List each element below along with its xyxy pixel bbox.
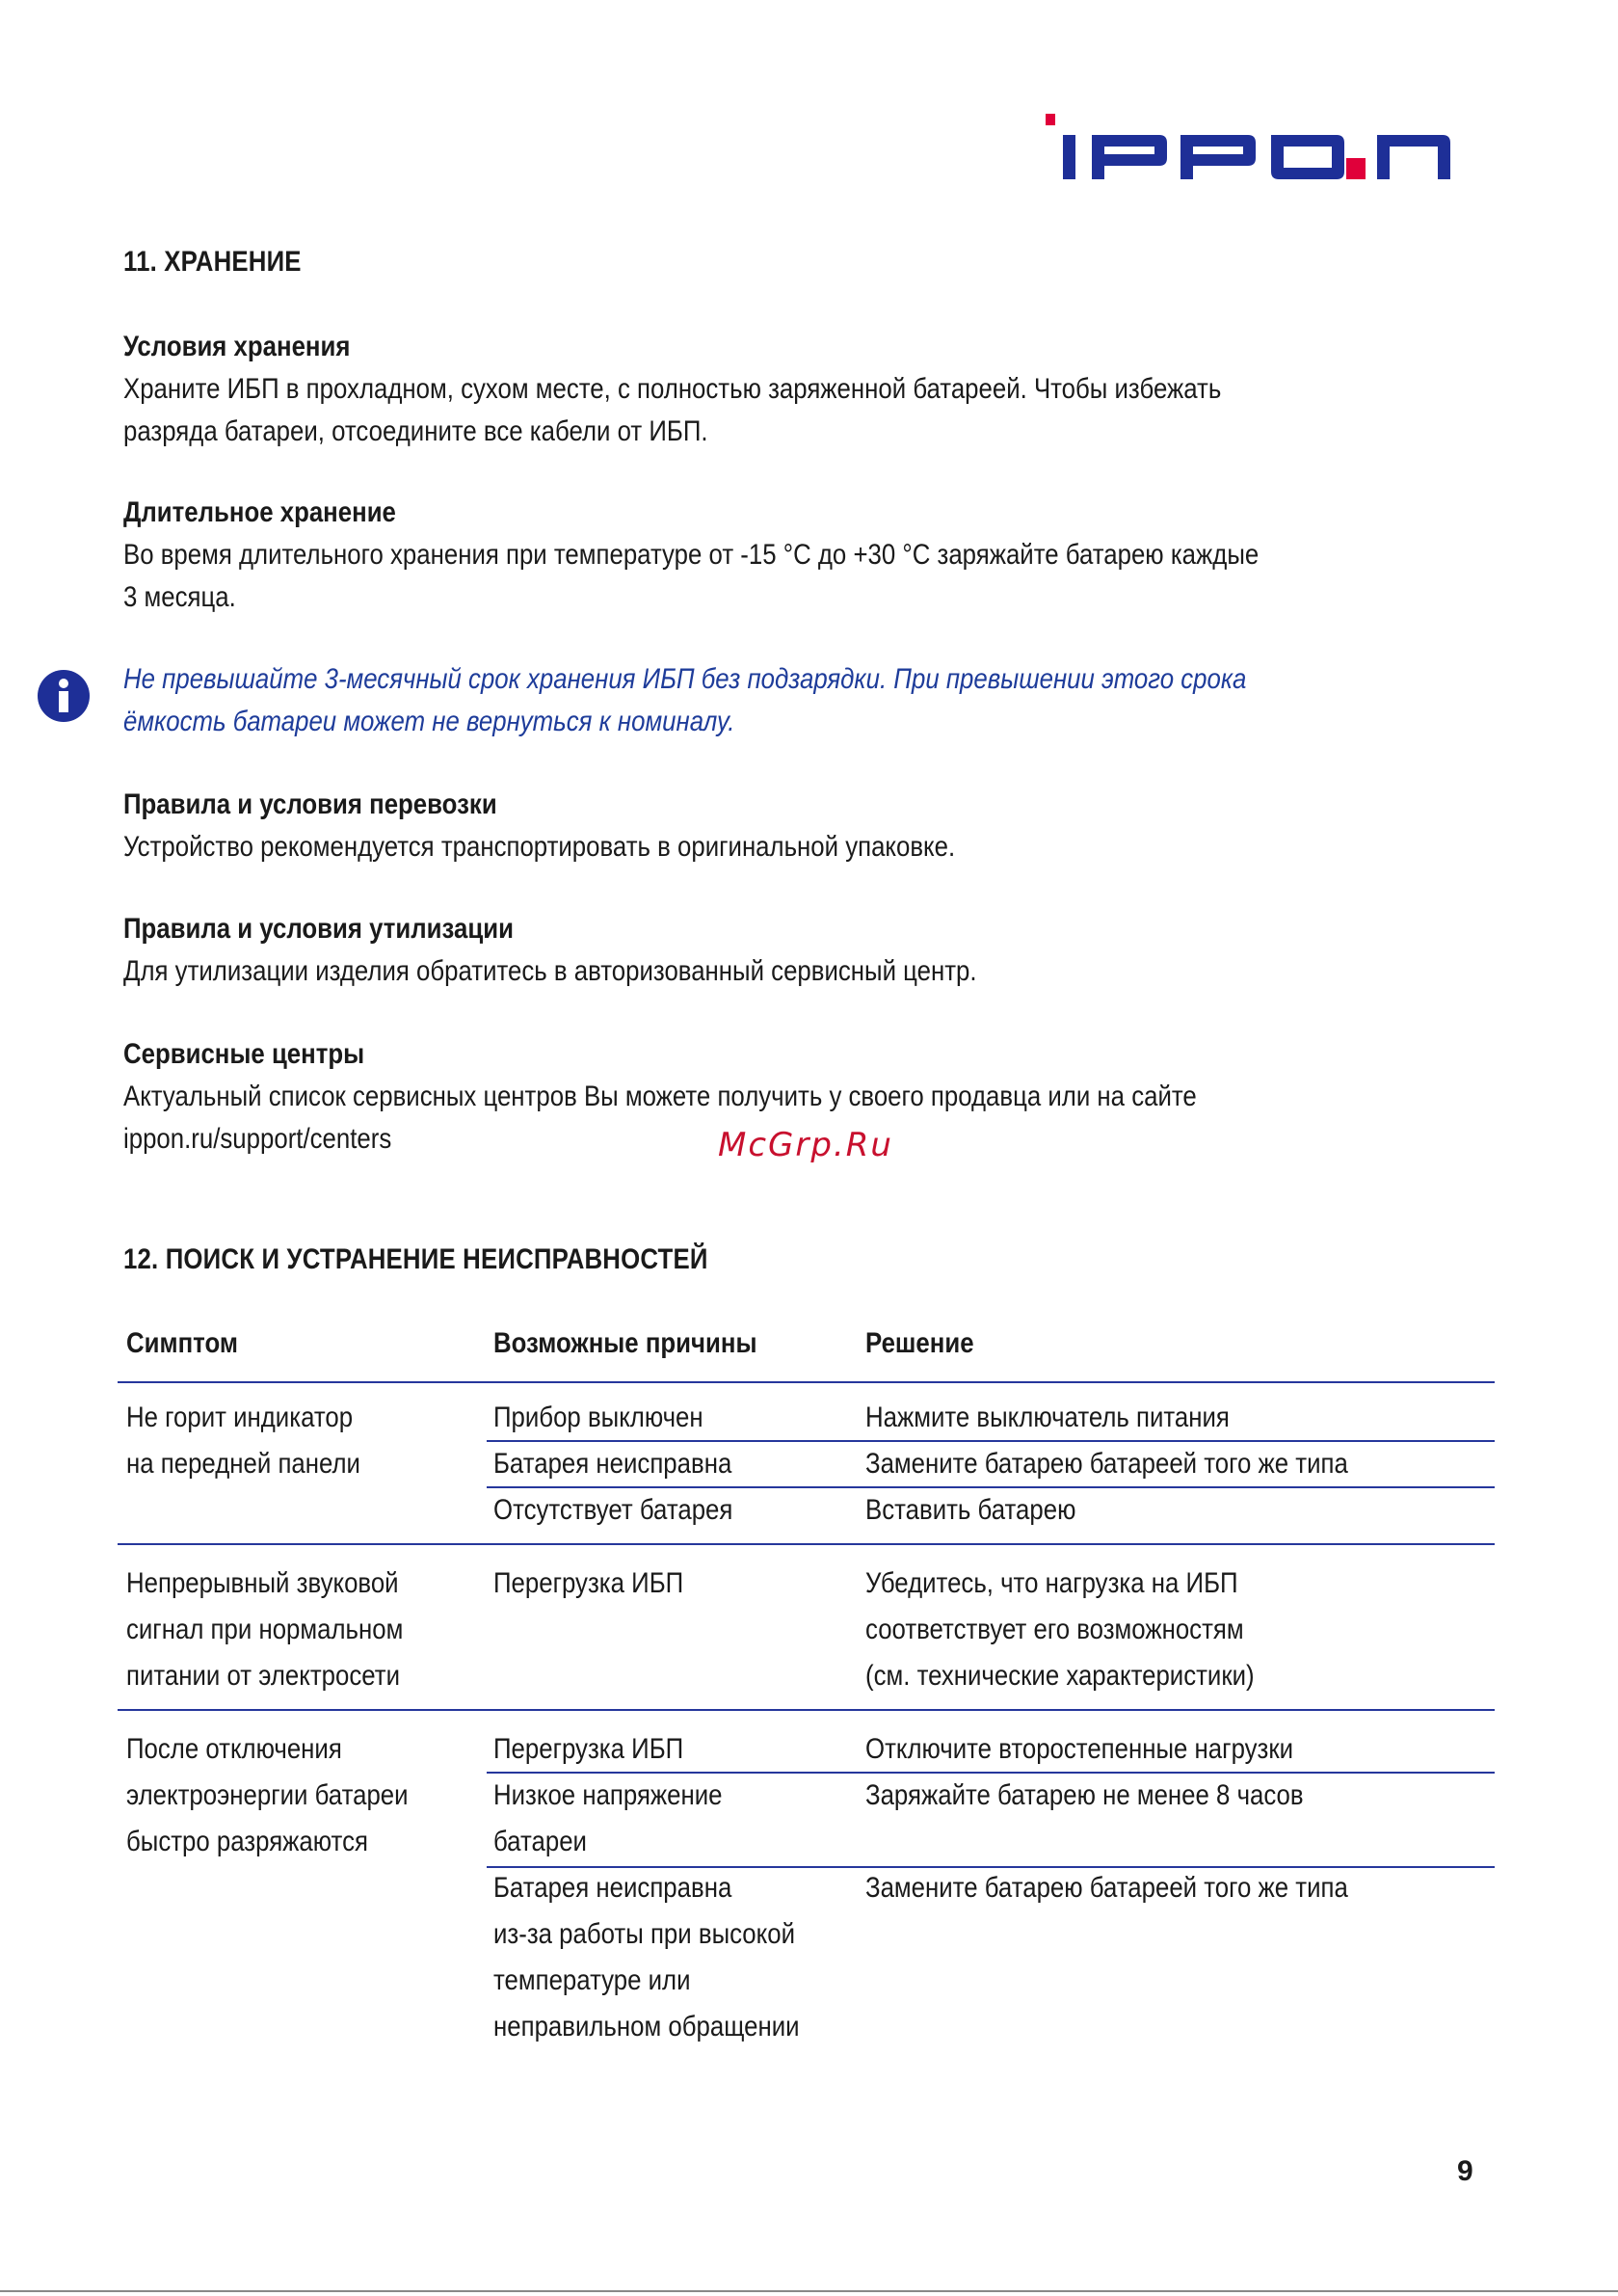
solution-cell: Убедитесь, что нагрузка на ИБП соответствует его возможностям (см. технические характеристики)	[865, 1567, 1255, 1692]
solution-cell: Заряжайте батарею не менее 8 часов	[865, 1779, 1304, 1811]
cause-cell: Батарея неисправна из-за работы при высокой температуре или неправильном обращении	[493, 1872, 800, 2042]
long-storage-heading: Длительное хранение	[123, 496, 396, 528]
section-12-title: 12. ПОИСК И УСТРАНЕНИЕ НЕИСПРАВНОСТЕЙ	[123, 1243, 708, 1275]
service-centers-heading: Сервисные центры	[123, 1038, 365, 1070]
cause-cell: Отсутствует батарея	[493, 1494, 733, 1526]
header-solution: Решение	[865, 1327, 974, 1359]
page-bottom-edge	[0, 2290, 1618, 2292]
disposal	[123, 908, 1492, 993]
cause-cell: Прибор выключен	[493, 1402, 703, 1433]
watermark: McGrp.Ru	[718, 1126, 893, 1164]
header-symptom: Симптом	[126, 1327, 238, 1359]
storage-conditions-heading: Условия хранения	[123, 331, 351, 362]
storage-conditions	[123, 326, 1492, 453]
disposal-heading: Правила и условия утилизации	[123, 913, 514, 945]
page-number: 9	[1457, 2155, 1473, 2187]
transport-text: Устройство рекомендуется транспортировать в оригинальной упаковке.	[123, 831, 956, 863]
info-icon	[37, 669, 91, 723]
disposal-text: Для утилизации изделия обратитесь в авторизованный сервисный центр.	[123, 955, 977, 987]
group-rule	[118, 1543, 1495, 1545]
symptom-cell: После отключения электроэнергии батареи быстро разряжаются	[126, 1733, 409, 1857]
long-storage-text: Во время длительного хранения при температуре от -15 °С до +30 °С заряжайте батарею каждые 3 месяца.	[123, 539, 1260, 613]
solution-cell: Нажмите выключатель питания	[865, 1402, 1230, 1433]
header-rule	[118, 1381, 1495, 1383]
cause-cell: Перегрузка ИБП	[493, 1567, 684, 1599]
transport	[123, 784, 1492, 868]
cause-cell: Перегрузка ИБП	[493, 1733, 684, 1765]
symptom-cell: Непрерывный звуковой сигнал при нормальном питании от электросети	[126, 1567, 404, 1692]
storage-note: Не превышайте 3-месячный срок хранения ИБП без подзарядки. При превышении этого срока ёмкость батареи может не вернуться к номиналу.	[123, 663, 1247, 737]
long-storage	[123, 492, 1492, 619]
transport-heading: Правила и условия перевозки	[123, 788, 497, 820]
solution-cell: Вставить батарею	[865, 1494, 1076, 1526]
cause-cell: Батарея неисправна	[493, 1448, 732, 1480]
solution-cell: Замените батарею батареей того же типа	[865, 1448, 1348, 1480]
solution-cell: Отключите второстепенные нагрузки	[865, 1733, 1294, 1765]
group-rule	[118, 1709, 1495, 1711]
header-causes: Возможные причины	[493, 1327, 757, 1359]
solution-cell: Замените батарею батареей того же типа	[865, 1872, 1348, 1904]
ippon-logo	[1046, 114, 1484, 183]
cause-cell: Низкое напряжение батареи	[493, 1779, 723, 1857]
section-11-title: 11. ХРАНЕНИЕ	[123, 246, 302, 278]
service-centers-text: Актуальный список сервисных центров Вы можете получить у своего продавца или на сайте ippon.ru/support/centers	[123, 1081, 1197, 1155]
storage-conditions-text: Храните ИБП в прохладном, сухом месте, с полностью заряженной батареей. Чтобы избежать разряда батареи, отсоедините все кабели от ИБП.	[123, 373, 1222, 447]
symptom-cell: Не горит индикатор на передней панели	[126, 1402, 360, 1480]
